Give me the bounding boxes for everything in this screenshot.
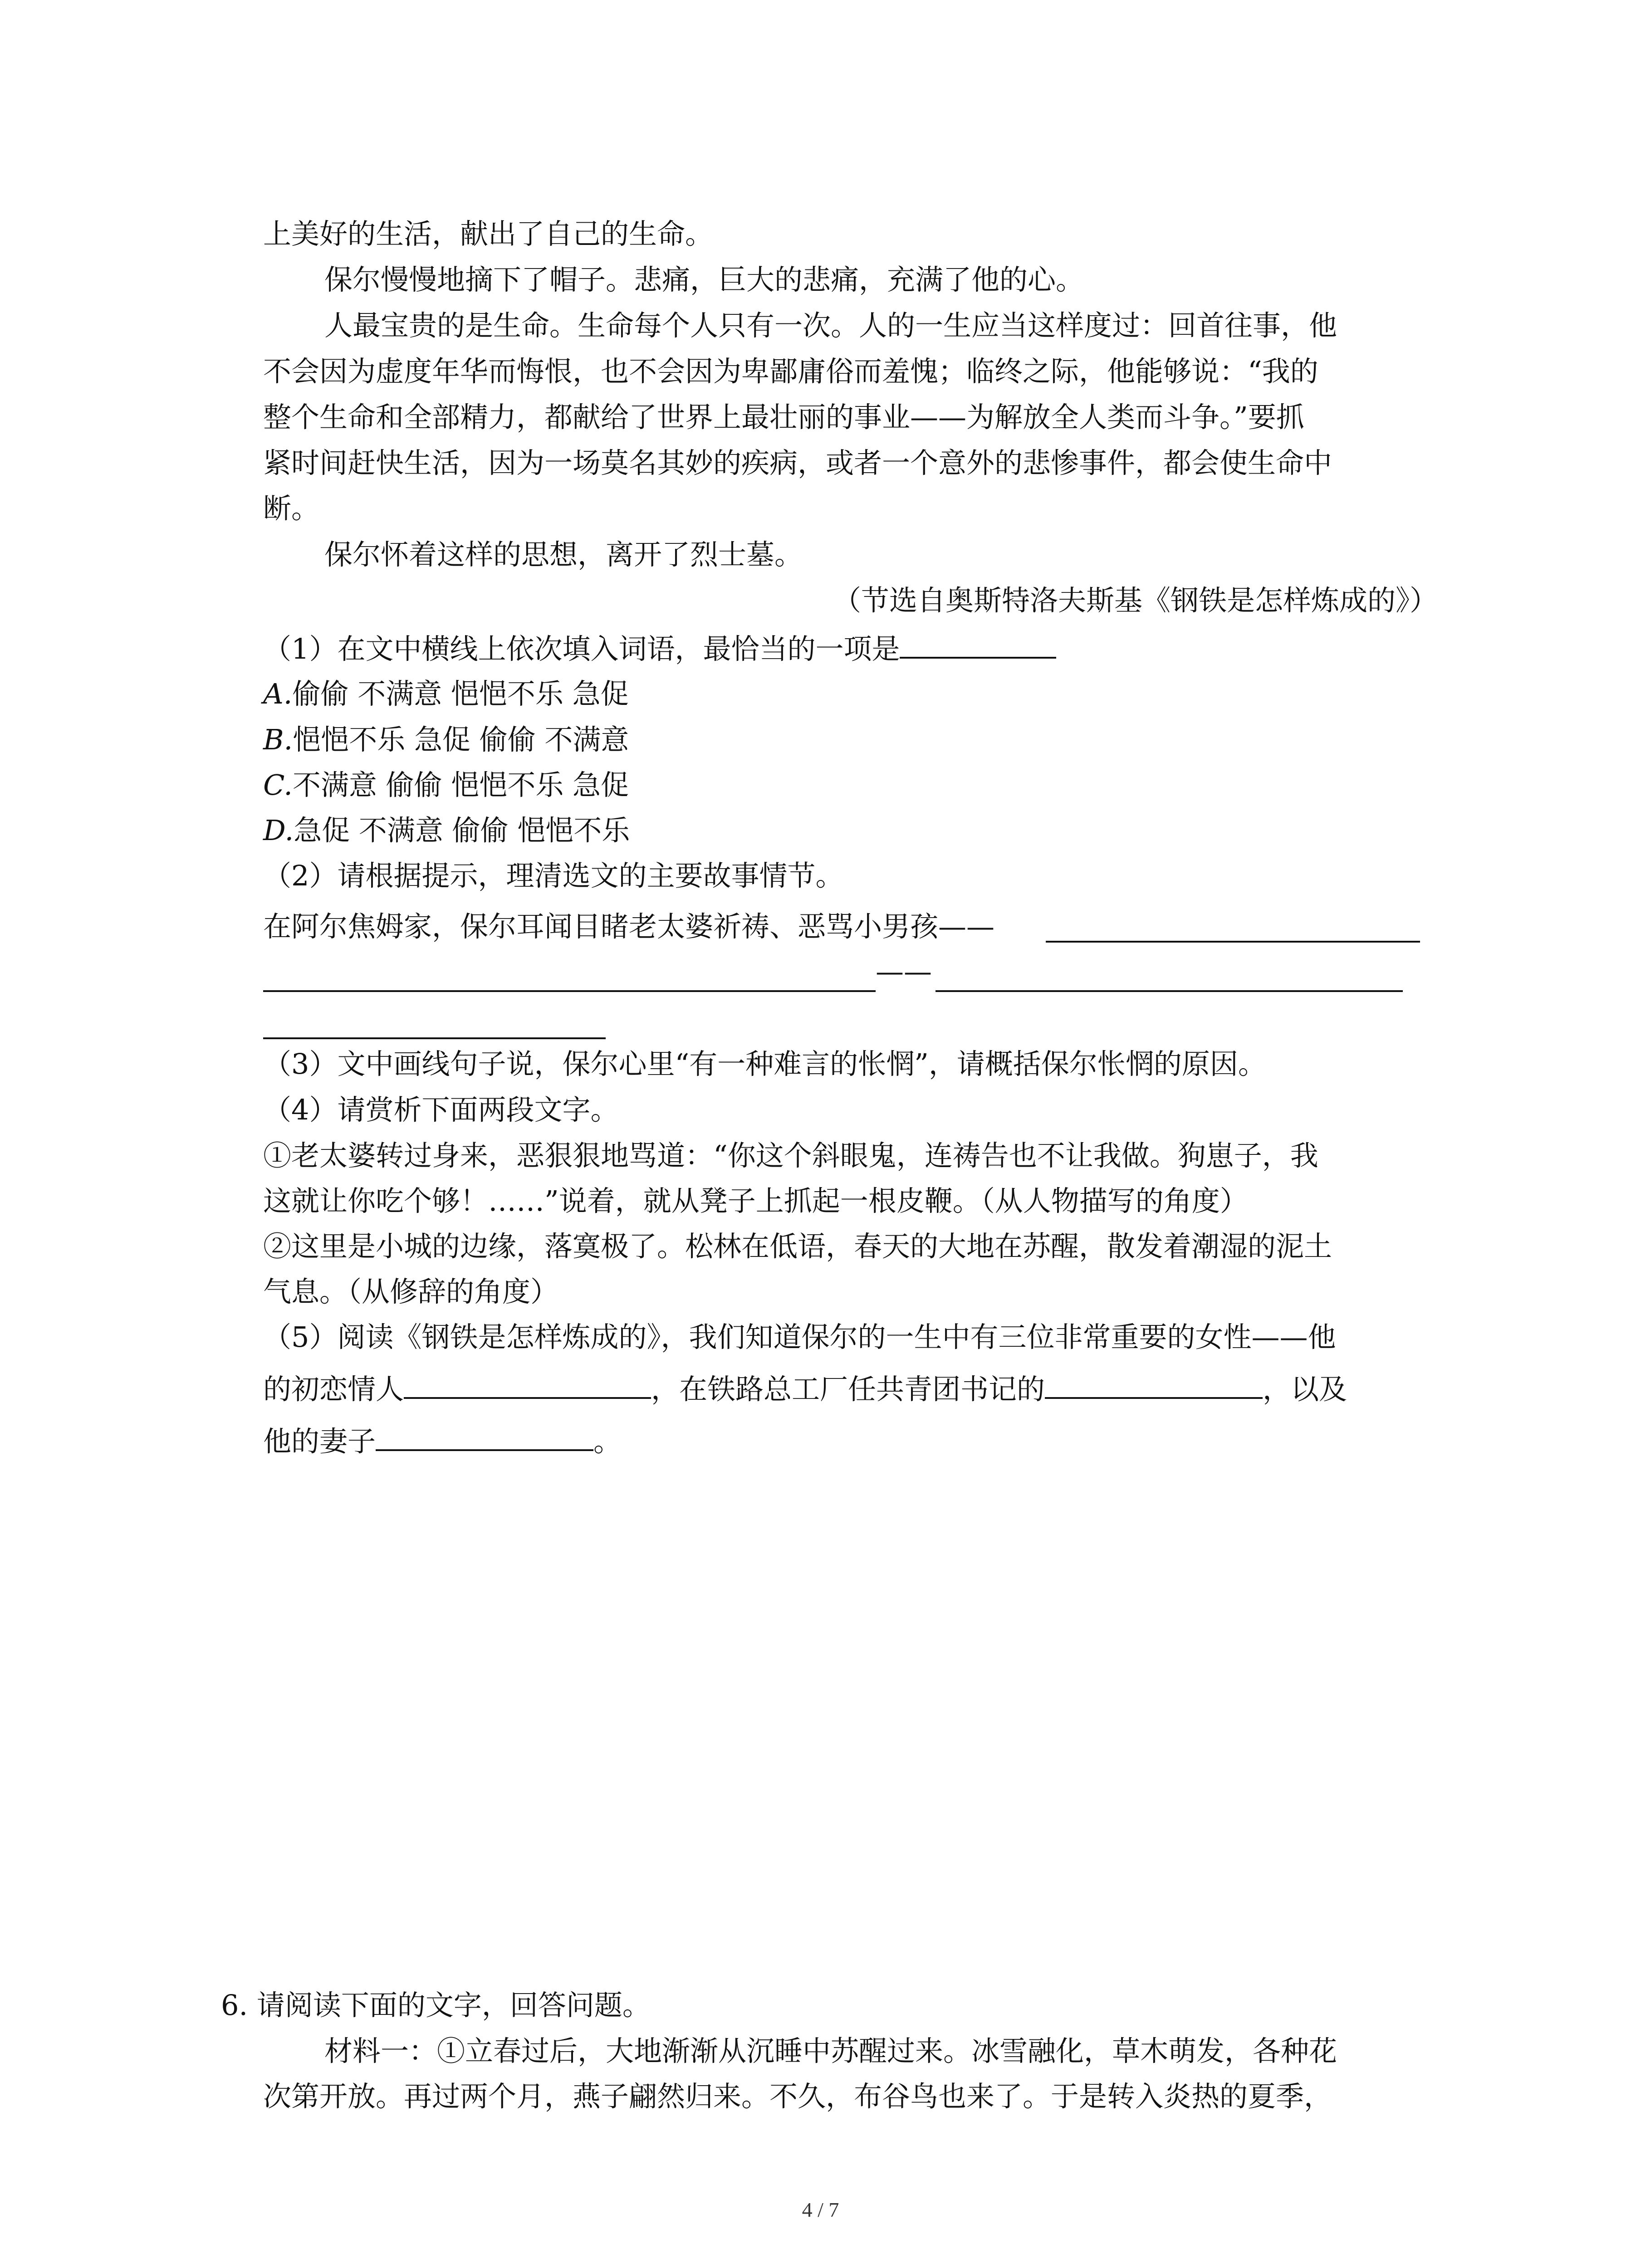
passage-line: 人最宝贵的是生命。生命每个人只有一次。人的一生应当这样度过：回首往事，他 bbox=[324, 309, 1337, 342]
question-4-paragraph: ②这里是小城的边缘，落寞极了。松林在低语，春天的大地在苏醒，散发着潮湿的泥土 bbox=[263, 1230, 1332, 1263]
question-5-line bbox=[263, 1427, 1443, 1456]
question-5-line bbox=[263, 1373, 1443, 1406]
text-segment: ，在铁路总工厂任共青团书记的 bbox=[651, 1373, 1045, 1406]
passage-line: 断。 bbox=[263, 492, 320, 525]
option-text: 悒悒不乐 急促 偷偷 不满意 bbox=[293, 723, 629, 756]
question-2-stem: （2）请根据提示，理清选文的主要故事情节。 bbox=[263, 859, 844, 892]
answer-blank[interactable] bbox=[900, 634, 1056, 659]
passage-line: 整个生命和全部精力，都献给了世界上最壮丽的事业——为解放全人类而斗争。”要抓 bbox=[263, 401, 1304, 434]
option-letter: B. bbox=[263, 723, 293, 756]
question-1-stem: （1）在文中横线上依次填入词语，最恰当的一项是 bbox=[263, 632, 900, 665]
question-4-paragraph: 这就让你吃个够！……”说着，就从凳子上抓起一根皮鞭。（从人物描写的角度） bbox=[263, 1184, 1248, 1217]
text-segment: 。 bbox=[593, 1425, 622, 1458]
answer-blank[interactable] bbox=[263, 1037, 606, 1039]
plot-dash: —— bbox=[876, 955, 932, 988]
option-letter: A. bbox=[263, 677, 293, 710]
text-segment: 他的妻子 bbox=[263, 1425, 376, 1458]
option-c bbox=[263, 768, 1443, 802]
passage-line: 不会因为虚度年华而悔恨，也不会因为卑鄙庸俗而羞愧；临终之际，他能够说：“我的 bbox=[263, 355, 1318, 388]
passage-line: 上美好的生活，献出了自己的生命。 bbox=[263, 217, 714, 250]
question-4-stem: （4）请赏析下面两段文字。 bbox=[263, 1093, 619, 1126]
question-4-paragraph: 气息。（从修辞的角度） bbox=[263, 1275, 559, 1308]
page-number: 4 / 7 bbox=[802, 2198, 839, 2221]
question-5-stem: （5）阅读《钢铁是怎样炼成的》，我们知道保尔的一生中有三位非常重要的女性——他 bbox=[263, 1320, 1336, 1354]
answer-blank[interactable] bbox=[404, 1374, 651, 1399]
answer-blank[interactable] bbox=[1046, 941, 1420, 943]
question-3-stem: （3）文中画线句子说，保尔心里“有一种难言的怅惘”，请概括保尔怅惘的原因。 bbox=[263, 1047, 1266, 1080]
question-6-material: 材料一：①立春过后，大地渐渐从沉睡中苏醒过来。冰雪融化，草木萌发，各种花 bbox=[324, 2034, 1337, 2068]
text-segment: ，以及 bbox=[1263, 1373, 1347, 1406]
option-b bbox=[263, 723, 1443, 756]
text-segment: 的初恋情人 bbox=[263, 1373, 404, 1406]
question-2-line: 在阿尔焦姆家，保尔耳闻目睹老太婆祈祷、恶骂小男孩—— bbox=[263, 910, 995, 943]
question-4-paragraph: ①老太婆转过身来，恶狠狠地骂道：“你这个斜眼鬼，连祷告也不让我做。狗崽子，我 bbox=[263, 1139, 1318, 1172]
question-6-material: 次第开放。再过两个月，燕子翩然归来。不久，布谷鸟也来了。于是转入炎热的夏季， bbox=[263, 2080, 1332, 2113]
answer-blank[interactable] bbox=[1045, 1374, 1263, 1399]
option-text: 急促 不满意 偷偷 悒悒不乐 bbox=[294, 814, 630, 847]
option-a bbox=[263, 677, 1443, 710]
option-text: 偷偷 不满意 悒悒不乐 急促 bbox=[292, 677, 629, 710]
passage-line: 保尔慢慢地摘下了帽子。悲痛，巨大的悲痛，充满了他的心。 bbox=[324, 263, 1084, 296]
option-letter: C. bbox=[263, 768, 293, 802]
passage-line: 保尔怀着这样的思想，离开了烈士墓。 bbox=[324, 538, 803, 571]
answer-blank[interactable] bbox=[936, 990, 1403, 992]
passage-line: 紧时间赶快生活，因为一场莫名其妙的疾病，或者一个意外的悲惨事件，都会使生命中 bbox=[263, 446, 1332, 479]
option-letter: D. bbox=[263, 814, 294, 847]
passage-source: （节选自奥斯特洛夫斯基《钢铁是怎样炼成的》） bbox=[833, 584, 1438, 617]
option-d bbox=[263, 816, 1443, 845]
question-6-stem: 6. 请阅读下面的文字，回答问题。 bbox=[221, 1989, 651, 2022]
answer-blank[interactable] bbox=[376, 1427, 593, 1451]
answer-blank[interactable] bbox=[263, 990, 876, 992]
option-text: 不满意 偷偷 悒悒不乐 急促 bbox=[292, 768, 629, 802]
question-1 bbox=[263, 634, 1443, 663]
